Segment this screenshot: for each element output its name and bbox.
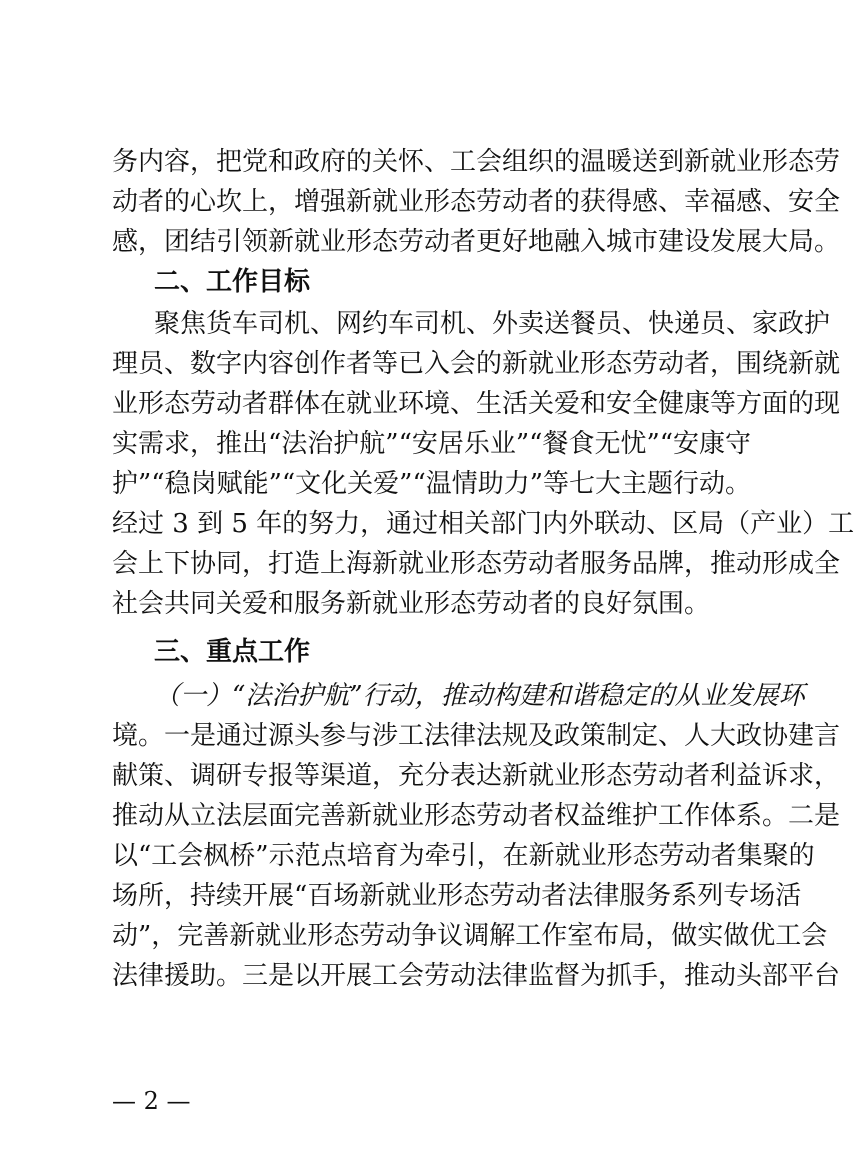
section-heading-key-work: 三、重点工作 xyxy=(154,637,311,667)
text-line: 会上下协同，打造上海新就业形态劳动者服务品牌，推动形成全 xyxy=(112,549,841,579)
text-line: 法律援助。三是以开展工会劳动法律监督为抓手，推动头部平台 xyxy=(112,961,841,991)
text-line: 境。一是通过源头参与涉工法律法规及政策制定、人大政协建言 xyxy=(112,721,841,751)
text-line: 理员、数字内容创作者等已入会的新就业形态劳动者，围绕新就 xyxy=(112,349,841,379)
text-line: 献策、调研专报等渠道，充分表达新就业形态劳动者利益诉求， xyxy=(112,761,841,791)
text-line: 经过 3 到 5 年的努力，通过相关部门内外联动、区局（产业）工 xyxy=(112,509,854,539)
text-line: 以“工会枫桥”示范点培育为牵引，在新就业形态劳动者集聚的 xyxy=(112,841,815,871)
text-line: 聚焦货车司机、网约车司机、外卖送餐员、快递员、家政护 xyxy=(154,309,831,339)
text-line: 护”“稳岗赋能”“文化关爱”“温情助力”等七大主题行动。 xyxy=(112,469,752,499)
text-line: 务内容，把党和政府的关怀、工会组织的温暖送到新就业形态劳 xyxy=(112,147,841,177)
subsection-heading-line: （一）“法治护航”行动，推动构建和谐稳定的从业发展环 xyxy=(154,681,805,711)
section-heading-goals: 二、工作目标 xyxy=(154,267,311,297)
page-number: — 2 — xyxy=(112,1087,191,1115)
text-line: 动者的心坎上，增强新就业形态劳动者的获得感、幸福感、安全 xyxy=(112,187,841,217)
text-line: 场所，持续开展“百场新就业形态劳动者法律服务系列专场活 xyxy=(112,881,802,911)
text-line: 业形态劳动者群体在就业环境、生活关爱和安全健康等方面的现 xyxy=(112,389,841,419)
text-line: 感，团结引领新就业形态劳动者更好地融入城市建设发展大局。 xyxy=(112,227,841,257)
text-line: 实需求，推出“法治护航”“安居乐业”“餐食无忧”“安康守 xyxy=(112,429,752,459)
text-line: 推动从立法层面完善新就业形态劳动者权益维护工作体系。二是 xyxy=(112,801,841,831)
text-line: 社会共同关爱和服务新就业形态劳动者的良好氛围。 xyxy=(112,589,711,619)
text-line: 动”，完善新就业形态劳动争议调解工作室布局，做实做优工会 xyxy=(112,921,828,951)
